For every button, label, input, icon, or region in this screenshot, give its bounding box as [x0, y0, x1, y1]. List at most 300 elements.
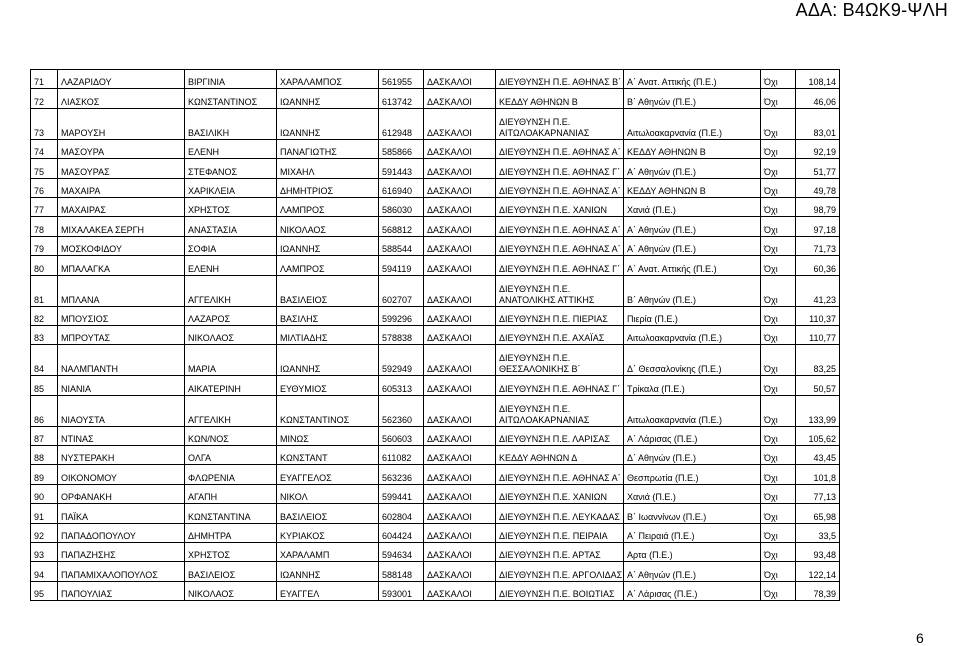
specialty-cell: ΔΑΣΚΑΛΟΙ [424, 178, 496, 197]
page-number: 6 [916, 630, 924, 646]
registry-number-cell: 585866 [379, 139, 424, 158]
row-number: 73 [31, 108, 58, 139]
first-name-cell: ΚΩΝΣΤΑΝΤΙΝΑ [185, 504, 277, 523]
registry-number-cell: 602707 [379, 275, 424, 306]
origin-cell [496, 70, 624, 89]
points-cell: 98,79 [796, 197, 840, 216]
points-cell: 92,19 [796, 139, 840, 158]
destination-cell: Α΄ Λάρισας (Π.Ε.) [624, 581, 761, 600]
father-name-cell: ΧΑΡΑΛΑΜΠΟΣ [277, 70, 379, 89]
first-name-cell: ΒΑΣΙΛΙΚΗ [185, 108, 277, 139]
specialty-cell: ΔΑΣΚΑΛΟΙ [424, 504, 496, 523]
row-number: 75 [31, 159, 58, 178]
first-name-cell: ΧΡΗΣΤΟΣ [185, 543, 277, 562]
registry-number-cell: 613742 [379, 89, 424, 108]
registry-number-cell: 568812 [379, 217, 424, 236]
points-cell: 83,01 [796, 108, 840, 139]
points-cell: 51,77 [796, 159, 840, 178]
father-name-cell: ΙΩΑΝΝΗΣ [277, 345, 379, 376]
registry-number-cell: 592949 [379, 345, 424, 376]
first-name-cell: ΑΓΑΠΗ [185, 484, 277, 503]
table-row [31, 139, 840, 158]
specialty-cell: ΔΑΣΚΑΛΟΙ [424, 523, 496, 542]
flag-cell: Όχι [761, 523, 796, 542]
points-cell: 105,62 [796, 426, 840, 445]
row-number: 82 [31, 306, 58, 325]
specialty-cell: ΔΑΣΚΑΛΟΙ [424, 275, 496, 306]
flag-cell: Όχι [761, 70, 796, 89]
registry-number-cell: 612948 [379, 108, 424, 139]
origin-cell [496, 178, 624, 197]
points-cell: 41,23 [796, 275, 840, 306]
points-cell: 71,73 [796, 236, 840, 255]
origin-line-1: ΔΙΕΥΘΥΝΣΗ Π.Ε. ΑΘΗΝΑΣ Γ΄ [499, 383, 621, 394]
origin-line-1: ΔΙΕΥΘΥΝΣΗ Π.Ε. ΑΡΓΟΛΙΔΑΣ [499, 569, 623, 580]
flag-cell: Όχι [761, 275, 796, 306]
flag-cell: Όχι [761, 465, 796, 484]
specialty-cell: ΔΑΣΚΑΛΟΙ [424, 306, 496, 325]
surname-cell: ΠΑΠΑΔΟΠΟΥΛΟΥ [58, 523, 185, 542]
father-name-cell: ΕΥΘΥΜΙΟΣ [277, 376, 379, 395]
origin-cell [496, 395, 624, 426]
first-name-cell: ΒΙΡΓΙΝΙΑ [185, 70, 277, 89]
destination-cell: Τρίκαλα (Π.Ε.) [624, 376, 761, 395]
origin-line-1: ΔΙΕΥΘΥΝΣΗ Π.Ε. ΑΘΗΝΑΣ Α΄ [499, 472, 621, 483]
first-name-cell: ΦΛΩΡΕΝΙΑ [185, 465, 277, 484]
specialty-cell: ΔΑΣΚΑΛΟΙ [424, 159, 496, 178]
table-row [31, 197, 840, 216]
destination-cell: Θεσπρωτία (Π.Ε.) [624, 465, 761, 484]
origin-cell [496, 543, 624, 562]
origin-line-1: ΚΕΔΔΥ ΑΘΗΝΩΝ Δ [499, 453, 578, 464]
table-row [31, 325, 840, 344]
registry-number-cell: 616940 [379, 178, 424, 197]
table-row [31, 236, 840, 255]
specialty-cell: ΔΑΣΚΑΛΟΙ [424, 197, 496, 216]
first-name-cell: ΝΙΚΟΛΑΟΣ [185, 325, 277, 344]
destination-cell: Α΄ Πειραιά (Π.Ε.) [624, 523, 761, 542]
surname-cell: ΜΑΡΟΥΣΗ [58, 108, 185, 139]
row-number: 77 [31, 197, 58, 216]
row-number: 80 [31, 256, 58, 275]
row-number: 93 [31, 543, 58, 562]
row-number: 71 [31, 70, 58, 89]
table-row [31, 426, 840, 445]
row-number: 88 [31, 446, 58, 465]
surname-cell: ΝΤΙΝΑΣ [58, 426, 185, 445]
specialty-cell: ΔΑΣΚΑΛΟΙ [424, 89, 496, 108]
flag-cell: Όχι [761, 446, 796, 465]
surname-cell: ΜΠΑΛΑΓΚΑ [58, 256, 185, 275]
table-row [31, 275, 840, 306]
registry-number-cell: 599296 [379, 306, 424, 325]
flag-cell: Όχι [761, 395, 796, 426]
destination-cell: Α΄ Λάρισας (Π.Ε.) [624, 426, 761, 445]
origin-cell [496, 139, 624, 158]
row-number: 89 [31, 465, 58, 484]
specialty-cell: ΔΑΣΚΑΛΟΙ [424, 465, 496, 484]
registry-number-cell: 594119 [379, 256, 424, 275]
row-number: 92 [31, 523, 58, 542]
surname-cell: ΟΡΦΑΝΑΚΗ [58, 484, 185, 503]
origin-cell [496, 523, 624, 542]
destination-cell: Α΄ Ανατ. Αττικής (Π.Ε.) [624, 256, 761, 275]
destination-cell: Β΄ Ιωαννίνων (Π.Ε.) [624, 504, 761, 523]
registry-number-cell: 604424 [379, 523, 424, 542]
registry-number-cell: 560603 [379, 426, 424, 445]
first-name-cell: ΜΑΡΙΑ [185, 345, 277, 376]
table-row [31, 108, 840, 139]
row-number: 81 [31, 275, 58, 306]
registry-number-cell: 588148 [379, 562, 424, 581]
first-name-cell: ΧΑΡΙΚΛΕΙΑ [185, 178, 277, 197]
table-row [31, 345, 840, 376]
flag-cell: Όχι [761, 306, 796, 325]
specialty-cell: ΔΑΣΚΑΛΟΙ [424, 484, 496, 503]
first-name-cell: ΣΟΦΙΑ [185, 236, 277, 255]
flag-cell: Όχι [761, 178, 796, 197]
first-name-cell: ΔΗΜΗΤΡΑ [185, 523, 277, 542]
points-cell: 65,98 [796, 504, 840, 523]
origin-cell [496, 89, 624, 108]
points-cell: 60,36 [796, 256, 840, 275]
destination-cell: Χανιά (Π.Ε.) [624, 484, 761, 503]
father-name-cell: ΛΑΜΠΡΟΣ [277, 256, 379, 275]
specialty-cell: ΔΑΣΚΑΛΟΙ [424, 236, 496, 255]
origin-line-1: ΔΙΕΥΘΥΝΣΗ Π.Ε. ΑΧΑΪΑΣ [499, 333, 605, 344]
points-cell: 110,77 [796, 325, 840, 344]
origin-cell [496, 217, 624, 236]
origin-line-1: ΔΙΕΥΘΥΝΣΗ Π.Ε. ΠΙΕΡΙΑΣ [499, 313, 608, 324]
points-cell: 93,48 [796, 543, 840, 562]
origin-cell [496, 345, 624, 376]
origin-line-1: ΔΙΕΥΘΥΝΣΗ Π.Ε. ΑΘΗΝΑΣ Γ΄ [499, 166, 621, 177]
origin-line-2: ΑΙΤΩΛΟΑΚΑΡΝΑΝΙΑΣ [499, 127, 590, 138]
table-row [31, 562, 840, 581]
flag-cell: Όχι [761, 581, 796, 600]
registry-number-cell: 561955 [379, 70, 424, 89]
ada-code: ΑΔΑ: Β4ΩΚ9-ΨΛΗ [795, 0, 948, 20]
flag-cell: Όχι [761, 345, 796, 376]
surname-cell: ΝΙΑΟΥΣΤΑ [58, 395, 185, 426]
origin-line-1: ΔΙΕΥΘΥΝΣΗ Π.Ε. [499, 116, 571, 127]
first-name-cell: ΟΛΓΑ [185, 446, 277, 465]
table-row [31, 523, 840, 542]
origin-line-2: ΘΕΣΣΑΛΟΝΙΚΗΣ Β΄ [499, 364, 581, 375]
father-name-cell: ΙΩΑΝΝΗΣ [277, 236, 379, 255]
father-name-cell: ΠΑΝΑΓΙΩΤΗΣ [277, 139, 379, 158]
surname-cell: ΝΙΑΝΙΑ [58, 376, 185, 395]
specialty-cell: ΔΑΣΚΑΛΟΙ [424, 426, 496, 445]
first-name-cell: ΧΡΗΣΤΟΣ [185, 197, 277, 216]
row-number: 90 [31, 484, 58, 503]
flag-cell: Όχι [761, 256, 796, 275]
flag-cell: Όχι [761, 562, 796, 581]
origin-line-1: ΔΙΕΥΘΥΝΣΗ Π.Ε. ΑΘΗΝΑΣ Α΄ [499, 224, 621, 235]
origin-cell [496, 426, 624, 445]
surname-cell: ΠΑΠΟΥΛΙΑΣ [58, 581, 185, 600]
registry-number-cell: 599441 [379, 484, 424, 503]
flag-cell: Όχι [761, 325, 796, 344]
flag-cell: Όχι [761, 484, 796, 503]
row-number: 95 [31, 581, 58, 600]
father-name-cell: ΒΑΣΙΛΕΙΟΣ [277, 504, 379, 523]
points-cell: 50,57 [796, 376, 840, 395]
row-number: 85 [31, 376, 58, 395]
row-number: 83 [31, 325, 58, 344]
table-row [31, 395, 840, 426]
first-name-cell: ΣΤΕΦΑΝΟΣ [185, 159, 277, 178]
origin-cell [496, 484, 624, 503]
table-row [31, 70, 840, 89]
registry-number-cell: 562360 [379, 395, 424, 426]
father-name-cell: ΙΩΑΝΝΗΣ [277, 89, 379, 108]
origin-line-1: ΔΙΕΥΘΥΝΣΗ Π.Ε. ΑΘΗΝΑΣ Α΄ [499, 185, 621, 196]
surname-cell: ΠΑΠΑΖΗΣΗΣ [58, 543, 185, 562]
first-name-cell: ΑΙΚΑΤΕΡΙΝΗ [185, 376, 277, 395]
origin-line-1: ΔΙΕΥΘΥΝΣΗ Π.Ε. ΠΕΙΡΑΙΑ [499, 531, 608, 542]
father-name-cell: ΝΙΚΟΛΑΟΣ [277, 217, 379, 236]
origin-cell [496, 108, 624, 139]
table-row [31, 465, 840, 484]
first-name-cell: ΚΩΝΣΤΑΝΤΙΝΟΣ [185, 89, 277, 108]
table-row [31, 256, 840, 275]
father-name-cell: ΙΩΑΝΝΗΣ [277, 108, 379, 139]
destination-cell: Α΄ Αθηνών (Π.Ε.) [624, 217, 761, 236]
first-name-cell: ΚΩΝ/ΝΟΣ [185, 426, 277, 445]
surname-cell: ΜΟΣΚΟΦΙΔΟΥ [58, 236, 185, 255]
specialty-cell: ΔΑΣΚΑΛΟΙ [424, 345, 496, 376]
origin-cell [496, 504, 624, 523]
points-cell: 46,06 [796, 89, 840, 108]
points-cell: 110,37 [796, 306, 840, 325]
first-name-cell: ΒΑΣΙΛΕΙΟΣ [185, 562, 277, 581]
specialty-cell: ΔΑΣΚΑΛΟΙ [424, 395, 496, 426]
flag-cell: Όχι [761, 504, 796, 523]
flag-cell: Όχι [761, 139, 796, 158]
specialty-cell: ΔΑΣΚΑΛΟΙ [424, 562, 496, 581]
surname-cell: ΜΑΧΑΙΡΑΣ [58, 197, 185, 216]
first-name-cell: ΑΓΓΕΛΙΚΗ [185, 275, 277, 306]
father-name-cell: ΝΙΚΟΛ [277, 484, 379, 503]
points-cell: 49,78 [796, 178, 840, 197]
destination-cell: Β΄ Αθηνών (Π.Ε.) [624, 89, 761, 108]
registry-number-cell: 602804 [379, 504, 424, 523]
destination-cell: Β΄ Αθηνών (Π.Ε.) [624, 275, 761, 306]
first-name-cell: ΑΓΓΕΛΙΚΗ [185, 395, 277, 426]
flag-cell: Όχι [761, 197, 796, 216]
origin-cell [496, 562, 624, 581]
specialty-cell: ΔΑΣΚΑΛΟΙ [424, 376, 496, 395]
surname-cell: ΜΠΡΟΥΤΑΣ [58, 325, 185, 344]
origin-line-1: ΔΙΕΥΘΥΝΣΗ Π.Ε. ΧΑΝΙΩΝ [499, 205, 608, 216]
flag-cell: Όχι [761, 236, 796, 255]
row-number: 78 [31, 217, 58, 236]
surname-cell: ΠΑΪΚΑ [58, 504, 185, 523]
table-row [31, 504, 840, 523]
table-row [31, 178, 840, 197]
destination-cell: Α΄ Αθηνών (Π.Ε.) [624, 159, 761, 178]
table-row [31, 543, 840, 562]
row-number: 87 [31, 426, 58, 445]
destination-cell: Αιτωλοακαρνανία (Π.Ε.) [624, 108, 761, 139]
points-cell: 78,39 [796, 581, 840, 600]
registry-number-cell: 563236 [379, 465, 424, 484]
specialty-cell: ΔΑΣΚΑΛΟΙ [424, 446, 496, 465]
specialty-cell: ΔΑΣΚΑΛΟΙ [424, 581, 496, 600]
points-cell: 33,5 [796, 523, 840, 542]
flag-cell: Όχι [761, 426, 796, 445]
surname-cell: ΜΑΣΟΥΡΑ [58, 139, 185, 158]
father-name-cell: ΜΙΝΩΣ [277, 426, 379, 445]
row-number: 72 [31, 89, 58, 108]
father-name-cell: ΒΑΣΙΛΗΣ [277, 306, 379, 325]
father-name-cell: ΒΑΣΙΛΕΙΟΣ [277, 275, 379, 306]
registry-number-cell: 611082 [379, 446, 424, 465]
row-number: 79 [31, 236, 58, 255]
table-body [31, 70, 840, 601]
surname-cell: ΜΑΣΟΥΡΑΣ [58, 159, 185, 178]
points-cell: 43,45 [796, 446, 840, 465]
specialty-cell: ΔΑΣΚΑΛΟΙ [424, 217, 496, 236]
origin-line-1: ΔΙΕΥΘΥΝΣΗ Π.Ε. ΑΘΗΝΑΣ Γ΄ [499, 263, 621, 274]
flag-cell: Όχι [761, 376, 796, 395]
registry-number-cell: 588544 [379, 236, 424, 255]
father-name-cell: ΛΑΜΠΡΟΣ [277, 197, 379, 216]
origin-cell [496, 306, 624, 325]
father-name-cell: ΚΩΝΣΤΑΝΤΙΝΟΣ [277, 395, 379, 426]
origin-cell [496, 236, 624, 255]
father-name-cell: ΚΥΡΙΑΚΟΣ [277, 523, 379, 542]
table-row [31, 89, 840, 108]
origin-line-2: ΑΙΤΩΛΟΑΚΑΡΝΑΝΙΑΣ [499, 414, 590, 425]
father-name-cell: ΜΙΧΑΗΛ [277, 159, 379, 178]
destination-cell: Α΄ Αθηνών (Π.Ε.) [624, 562, 761, 581]
flag-cell: Όχι [761, 89, 796, 108]
row-number: 84 [31, 345, 58, 376]
row-number: 74 [31, 139, 58, 158]
table-row [31, 484, 840, 503]
surname-cell: ΜΠΟΥΣΙΟΣ [58, 306, 185, 325]
first-name-cell: ΕΛΕΝΗ [185, 139, 277, 158]
flag-cell: Όχι [761, 159, 796, 178]
points-cell: 101,8 [796, 465, 840, 484]
destination-cell: ΚΕΔΔΥ ΑΘΗΝΩΝ Β [624, 139, 761, 158]
specialty-cell: ΔΑΣΚΑΛΟΙ [424, 70, 496, 89]
flag-cell: Όχι [761, 108, 796, 139]
row-number: 76 [31, 178, 58, 197]
origin-line-2: ΑΝΑΤΟΛΙΚΗΣ ΑΤΤΙΚΗΣ [499, 294, 595, 305]
destination-cell: Δ΄ Θεσσαλονίκης (Π.Ε.) [624, 345, 761, 376]
registry-number-cell: 605313 [379, 376, 424, 395]
father-name-cell: ΙΩΑΝΝΗΣ [277, 562, 379, 581]
row-number: 91 [31, 504, 58, 523]
origin-line-1: ΔΙΕΥΘΥΝΣΗ Π.Ε. ΛΑΡΙΣΑΣ [499, 434, 610, 445]
registry-number-cell: 578838 [379, 325, 424, 344]
first-name-cell: ΑΝΑΣΤΑΣΙΑ [185, 217, 277, 236]
table-row [31, 159, 840, 178]
surname-cell: ΛΙΑΣΚΟΣ [58, 89, 185, 108]
table-row [31, 217, 840, 236]
origin-line-1: ΚΕΔΔΥ ΑΘΗΝΩΝ Β [499, 96, 578, 107]
origin-line-1: ΔΙΕΥΘΥΝΣΗ Π.Ε. ΑΘΗΝΑΣ Α΄ [499, 147, 621, 158]
registry-number-cell: 594634 [379, 543, 424, 562]
origin-cell [496, 197, 624, 216]
points-cell: 108,14 [796, 70, 840, 89]
flag-cell: Όχι [761, 543, 796, 562]
origin-cell [496, 376, 624, 395]
first-name-cell: ΛΑΖΑΡΟΣ [185, 306, 277, 325]
father-name-cell: ΧΑΡΑΛΑΜΠ [277, 543, 379, 562]
specialty-cell: ΔΑΣΚΑΛΟΙ [424, 139, 496, 158]
father-name-cell: ΚΩΝΣΤΑΝΤ [277, 446, 379, 465]
destination-cell: Δ΄ Αθηνών (Π.Ε.) [624, 446, 761, 465]
surname-cell: ΛΑΖΑΡΙΔΟΥ [58, 70, 185, 89]
origin-cell [496, 325, 624, 344]
origin-cell [496, 275, 624, 306]
origin-line-1: ΔΙΕΥΘΥΝΣΗ Π.Ε. ΑΡΤΑΣ [499, 550, 601, 561]
table-row [31, 306, 840, 325]
points-cell: 133,99 [796, 395, 840, 426]
placements-table [30, 69, 840, 601]
surname-cell: ΠΑΠΑΜΙΧΑΛΟΠΟΥΛΟΣ [58, 562, 185, 581]
specialty-cell: ΔΑΣΚΑΛΟΙ [424, 543, 496, 562]
origin-line-1: ΔΙΕΥΘΥΝΣΗ Π.Ε. [499, 283, 571, 294]
table-row [31, 446, 840, 465]
table-row [31, 581, 840, 600]
destination-cell: Αιτωλοακαρνανία (Π.Ε.) [624, 395, 761, 426]
row-number: 94 [31, 562, 58, 581]
origin-line-1: ΔΙΕΥΘΥΝΣΗ Π.Ε. ΛΕΥΚΑΔΑΣ [499, 511, 620, 522]
row-number: 86 [31, 395, 58, 426]
origin-line-1: ΔΙΕΥΘΥΝΣΗ Π.Ε. ΑΘΗΝΑΣ Α΄ [499, 244, 621, 255]
father-name-cell: ΔΗΜΗΤΡΙΟΣ [277, 178, 379, 197]
origin-line-1: ΔΙΕΥΘΥΝΣΗ Π.Ε. [499, 353, 571, 364]
father-name-cell: ΜΙΛΤΙΑΔΗΣ [277, 325, 379, 344]
registry-number-cell: 586030 [379, 197, 424, 216]
surname-cell: ΜΑΧΑΙΡΑ [58, 178, 185, 197]
flag-cell: Όχι [761, 217, 796, 236]
first-name-cell: ΕΛΕΝΗ [185, 256, 277, 275]
registry-number-cell: 591443 [379, 159, 424, 178]
points-cell: 122,14 [796, 562, 840, 581]
surname-cell: ΝΥΣΤΕΡΑΚΗ [58, 446, 185, 465]
table-row [31, 376, 840, 395]
origin-cell [496, 159, 624, 178]
father-name-cell: ΕΥΑΓΓΕΛΟΣ [277, 465, 379, 484]
destination-cell: ΚΕΔΔΥ ΑΘΗΝΩΝ Β [624, 178, 761, 197]
destination-cell: Πιερία (Π.Ε.) [624, 306, 761, 325]
points-cell: 83,25 [796, 345, 840, 376]
surname-cell: ΟΙΚΟΝΟΜΟΥ [58, 465, 185, 484]
origin-cell [496, 465, 624, 484]
destination-cell: Αρτα (Π.Ε.) [624, 543, 761, 562]
first-name-cell: ΝΙΚΟΛΑΟΣ [185, 581, 277, 600]
specialty-cell: ΔΑΣΚΑΛΟΙ [424, 256, 496, 275]
registry-number-cell: 593001 [379, 581, 424, 600]
surname-cell: ΝΑΛΜΠΑΝΤΗ [58, 345, 185, 376]
specialty-cell: ΔΑΣΚΑΛΟΙ [424, 325, 496, 344]
origin-line-1: ΔΙΕΥΘΥΝΣΗ Π.Ε. ΧΑΝΙΩΝ [499, 492, 608, 503]
origin-cell [496, 581, 624, 600]
destination-cell: Α΄ Αθηνών (Π.Ε.) [624, 236, 761, 255]
origin-cell [496, 446, 624, 465]
destination-cell: Α΄ Ανατ. Αττικής (Π.Ε.) [624, 70, 761, 89]
points-cell: 77,13 [796, 484, 840, 503]
destination-cell: Χανιά (Π.Ε.) [624, 197, 761, 216]
father-name-cell: ΕΥΑΓΓΕΛ [277, 581, 379, 600]
surname-cell: ΜΠΛΑΝΑ [58, 275, 185, 306]
